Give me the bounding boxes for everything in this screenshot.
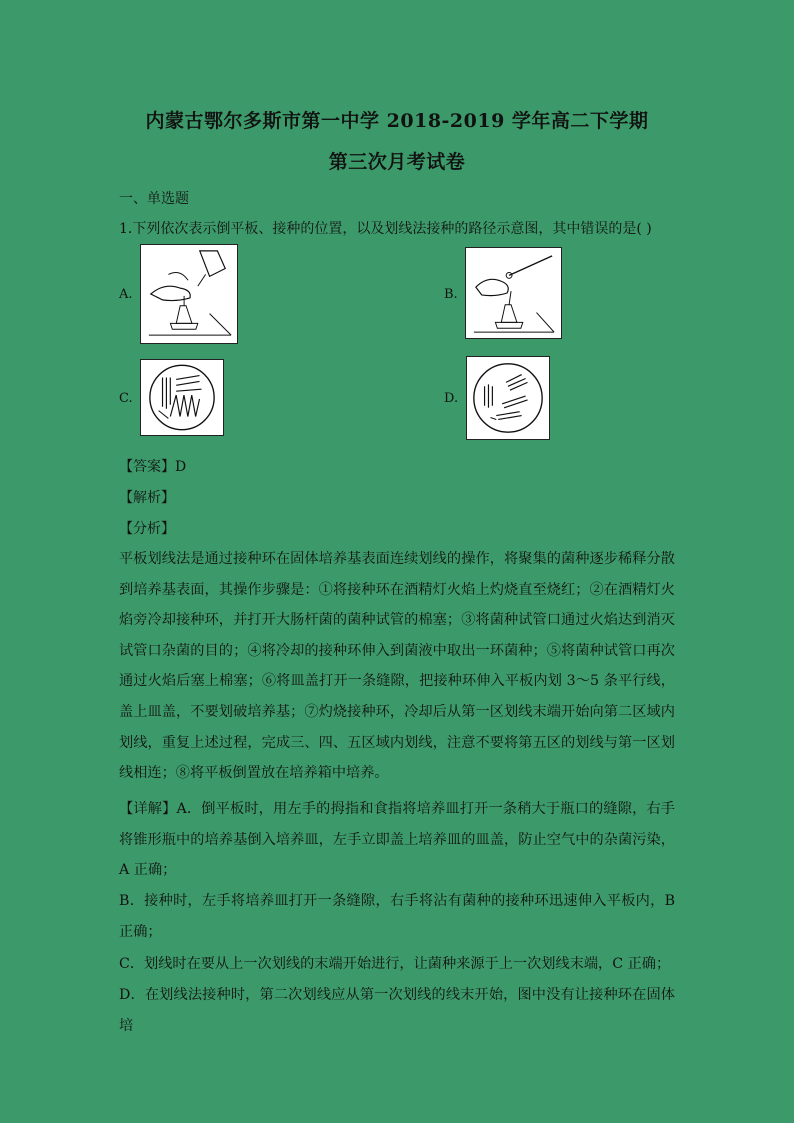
detail-b: B．接种时，左手将培养皿打开一条缝隙，右手将沾有菌种的接种环迅速伸入平板内，B 正确； xyxy=(119,893,675,940)
inoculation-icon xyxy=(466,248,561,338)
analysis-heading: 【解析】 xyxy=(119,490,175,506)
fenxi-heading: 【分析】 xyxy=(119,521,175,537)
title-line-1: 内蒙古鄂尔多斯市第一中学 2018-2019 学年高二下学期 xyxy=(145,110,649,132)
option-b-label: B. xyxy=(444,287,458,302)
detail-d: D．在划线法接种时，第二次划线应从第一次划线的线末开始，图中没有让接种环在固体培 xyxy=(119,987,675,1034)
detail-c: C．划线时在要从上一次划线的末端开始进行，让菌种来源于上一次划线末端，C 正确； xyxy=(119,956,671,972)
option-a-label: A. xyxy=(119,287,133,302)
option-d-figure xyxy=(466,356,550,440)
question-stem: 1.下列依次表示倒平板、接种的位置，以及划线法接种的路径示意图，其中错误的是( ) xyxy=(119,221,652,237)
detail-a: 【详解】A．倒平板时，用左手的拇指和食指将培养皿打开一条稍大于瓶口的缝隙，右手将锥形瓶中的培养基倒入培养皿，左手立即盖上培养皿的皿盖，防止空气中的杂菌污染，A 正确； xyxy=(119,801,675,879)
option-d-label: D. xyxy=(444,391,459,406)
option-c-figure xyxy=(140,359,224,436)
pouring-plate-icon xyxy=(141,245,237,343)
answer: 【答案】D xyxy=(119,459,187,475)
title-line-2: 第三次月考试卷 xyxy=(328,151,466,173)
option-b-figure xyxy=(465,247,562,339)
section-heading: 一、单选题 xyxy=(119,191,189,207)
option-a-figure xyxy=(140,244,238,344)
option-c-label: C. xyxy=(119,391,133,406)
streak-plate-error-icon xyxy=(467,357,549,439)
streak-plate-icon xyxy=(141,360,223,435)
fenxi-paragraph: 平板划线法是通过接种环在固体培养基表面连续划线的操作，将聚集的菌种逐步稀释分散到培养基表面，其操作步骤是：①将接种环在酒精灯火焰上灼烧直至烧红；②在酒精灯火焰旁冷却接种环，并打开大肠杆菌的菌种试管的棉塞；③将菌种试管口通过火焰达到消灭试管口杂菌的目的；④将冷却的接种环伸入到菌液中取出一环菌种；⑤将菌种试管口再次通过火焰后塞上棉塞；⑥将皿盖打开一条缝隙，把接种环伸入平板内划 3～5 条平行线，盖上皿盖，不要划破培养基；⑦灼烧接种环，冷却后从第一区划线末端开始向第二区域内划线，重复上述过程，完成三、四、五区域内划线，注意不要将第五区的划线与第一区划线相连；⑧将平板倒置放在培养箱中培养。 xyxy=(119,551,675,782)
